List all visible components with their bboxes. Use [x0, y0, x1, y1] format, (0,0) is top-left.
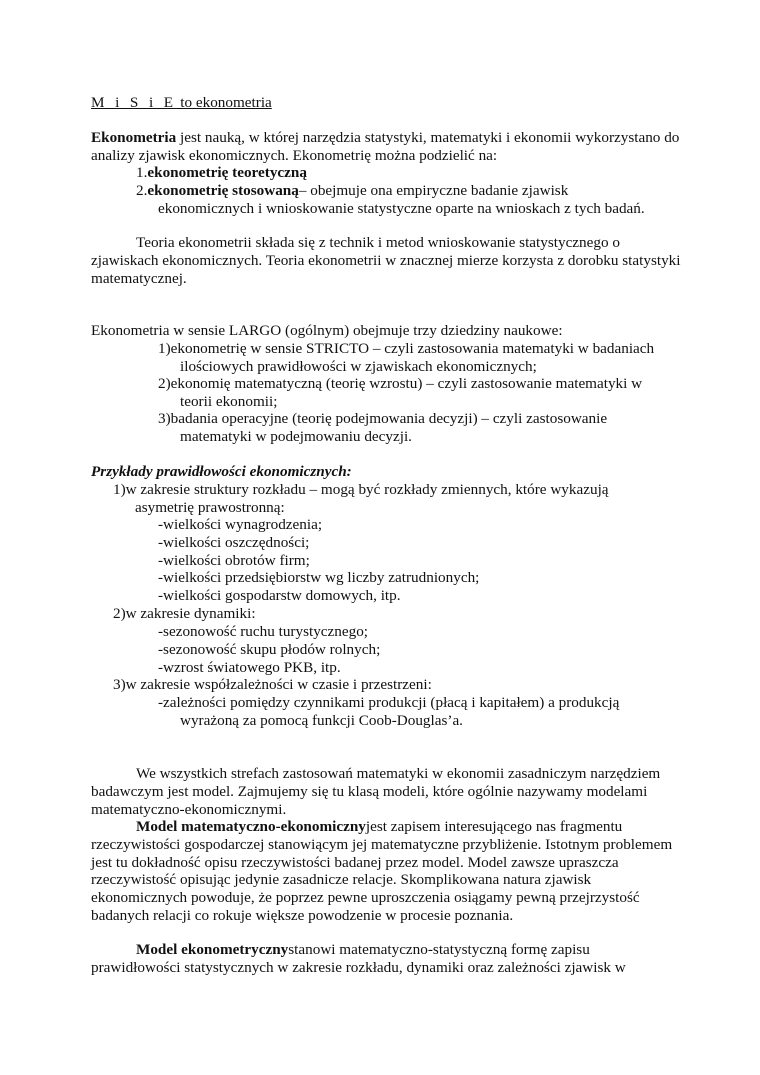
- intro-term: Ekonometria: [91, 129, 177, 146]
- group-first: 2)w zakresie dynamiki:: [113, 605, 256, 622]
- largo-item-cont: teorii ekonomii;: [180, 392, 278, 410]
- type-num: 1.: [136, 164, 148, 181]
- example-list: [158, 623, 668, 676]
- type-bold: ekonometrię teoretyczną: [147, 164, 307, 181]
- type-item: [136, 182, 676, 218]
- theory-paragraph: Teoria ekonometrii składa się z technik i metod wnioskowanie statystycznego o zjawiskach ekonomicznych. Teoria ekonometrii w znacznej mierze korzysta z dorobku statystyki matematycznej.: [91, 234, 681, 287]
- list-item-cont: wyrażoną za pomocą funkcji Coob-Douglas’a.: [180, 711, 463, 729]
- type-cont: ekonomicznych i wnioskowanie statystyczne oparte na wnioskach z tych badań.: [158, 199, 645, 217]
- model-eco-paragraph: [91, 941, 681, 977]
- title-rest: to ekonometria: [176, 94, 272, 111]
- group-cont: asymetrię prawostronną:: [135, 498, 285, 516]
- model-eco-term: Model ekonometryczny: [136, 941, 289, 958]
- largo-item-first: 3)badania operacyjne (teorię podejmowania decyzji) – czyli zastosowanie: [158, 410, 608, 427]
- largo-item-cont: matematyki w podejmowaniu decyzji.: [180, 427, 412, 445]
- examples-group: [113, 676, 673, 694]
- example-list: [158, 694, 668, 730]
- model-eco-text: stanowi matematyczno-statystyczną formę zapisu prawidłowości statystycznych w zakresie rozkładu, dynamiki oraz zależności zjawisk w: [91, 941, 626, 976]
- list-item: -wielkości przedsiębiorstw wg liczby zatrudnionych;: [158, 569, 480, 587]
- largo-item-first: 2)ekonomię matematyczną (teorię wzrostu) – czyli zastosowanie matematyki w: [158, 375, 643, 392]
- examples-group: [113, 605, 673, 623]
- type-text: – obejmuje ona empiryczne badanie zjawisk: [298, 182, 569, 199]
- list-item: -sezonowość skupu płodów rolnych;: [158, 640, 381, 658]
- type-item: [136, 164, 676, 182]
- model-mat-term: Model matematyczno-ekonomiczny: [136, 818, 366, 835]
- examples-group: [113, 481, 673, 517]
- largo-intro: Ekonometria w sensie LARGO (ogólnym) obejmuje trzy dziedziny naukowe:: [91, 322, 563, 339]
- largo-item: [158, 375, 668, 411]
- model-mat-text: jest zapisem interesującego nas fragmentu rzeczywistości gospodarczej stanowiącym jej matematyczne przybliżenie. Istotnym problemem jest tu dokładność opisu rzeczywistości badanej przez model. Model zawsze upraszcza rzeczywistość opisując jedynie zasadnicze relacje. Skomplikowana natura zjawisk ekonomicznych powoduje, że poprzez pewne uproszczenia osiągamy pewną przejrzystość badanych relacji co rokuje większe powodzenie w procesie poznania.: [91, 818, 673, 924]
- title-acronym: M i S i E: [91, 94, 177, 111]
- model-mat-paragraph: [91, 818, 681, 925]
- intro-paragraph: [91, 129, 681, 165]
- group-first: 3)w zakresie współzależności w czasie i przestrzeni:: [113, 676, 432, 693]
- list-item: -zależności pomiędzy czynnikami produkcji (płacą i kapitałem) a produkcją: [158, 694, 620, 711]
- list-item: -wielkości wynagrodzenia;: [158, 516, 323, 533]
- list-item: -wielkości oszczędności;: [158, 533, 310, 551]
- list-item: -wzrost światowego PKB, itp.: [158, 658, 341, 676]
- group-first: 1)w zakresie struktury rozkładu – mogą być rozkłady zmiennych, które wykazują: [113, 481, 609, 498]
- model-intro-paragraph: We wszystkich strefach zastosowań matematyki w ekonomii zasadniczym narzędziem badawczym jest model. Zajmujemy się tu klasą modeli, które ogólnie nazywamy modelami matematyczno-ekonomicznymi.: [91, 765, 661, 818]
- list-item: -sezonowość ruchu turystycznego;: [158, 623, 369, 640]
- largo-item: [158, 340, 668, 376]
- list-item: -wielkości obrotów firm;: [158, 551, 310, 569]
- examples-heading: Przykłady prawidłowości ekonomicznych:: [91, 463, 352, 480]
- example-list: [158, 516, 668, 605]
- type-bold: ekonometrię stosowaną: [147, 182, 299, 199]
- intro-text: jest nauką, w której narzędzia statystyki, matematyki i ekonomii wykorzystano do analizy zjawisk ekonomicznych. Ekonometrię można podzielić na:: [91, 129, 680, 164]
- document-title: [91, 94, 681, 112]
- list-item: -wielkości gospodarstw domowych, itp.: [158, 587, 401, 605]
- largo-item: [158, 410, 668, 446]
- largo-item-first: 1)ekonometrię w sensie STRICTO – czyli zastosowania matematyki w badaniach: [158, 340, 655, 357]
- largo-item-cont: ilościowych prawidłowości w zjawiskach ekonomicznych;: [180, 357, 537, 375]
- type-num: 2.: [136, 182, 148, 199]
